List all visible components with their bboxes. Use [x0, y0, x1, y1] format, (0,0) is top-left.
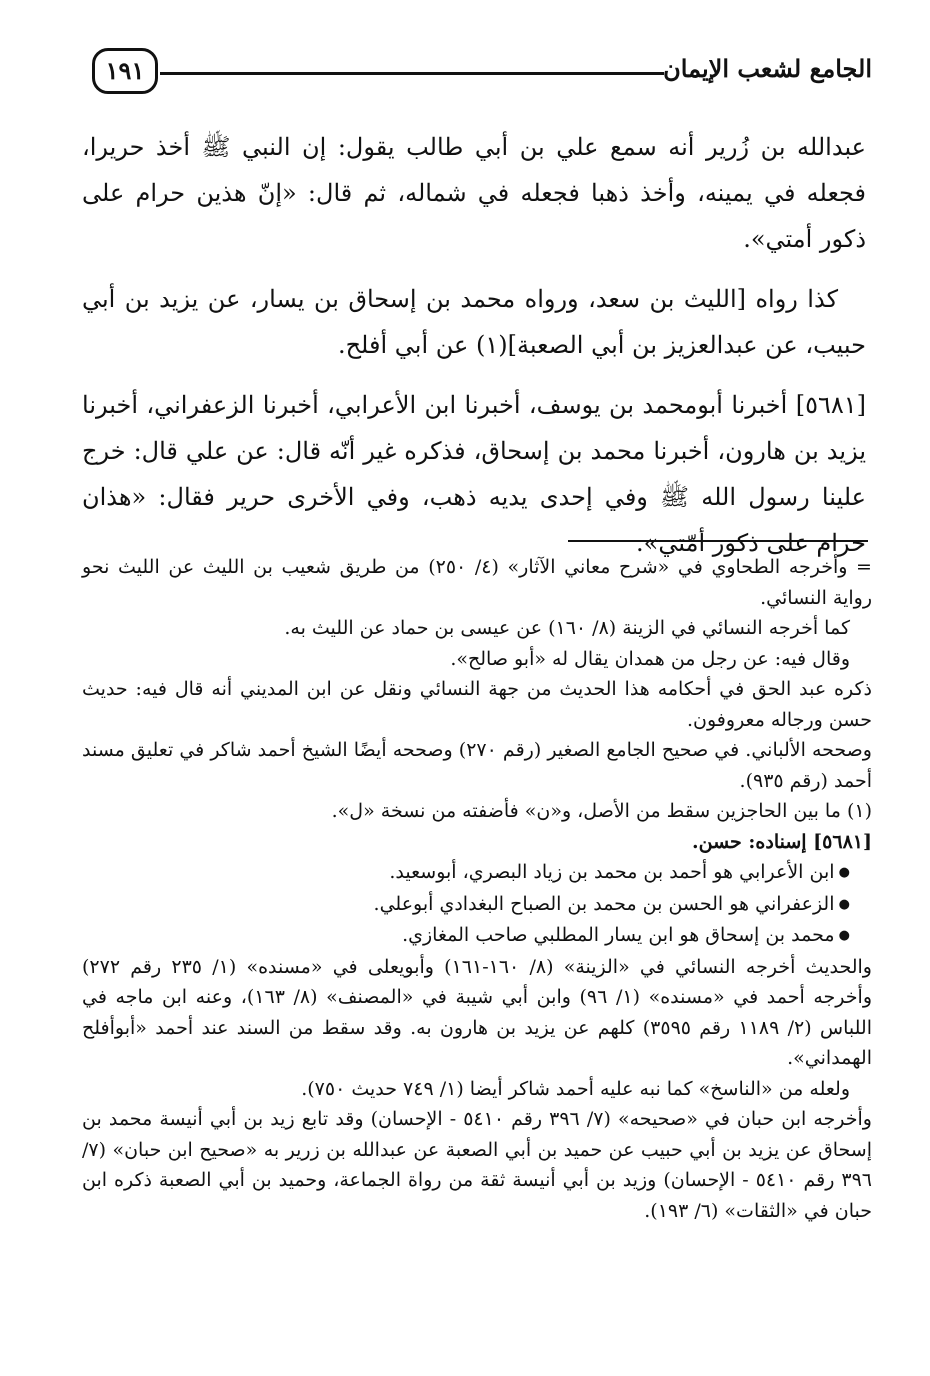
- footnotes: [82, 552, 872, 1226]
- footnote-line: وصححه الألباني. في صحيح الجامع الصغير (رقم ٢٧٠) وصححه أيضًا الشيخ أحمد شاكر في تعليق مسند أحمد (رقم ٩٣٥).: [82, 739, 872, 792]
- header-rule: [160, 72, 664, 75]
- footnote-divider: [568, 540, 868, 542]
- hadith-paragraph-5681: [٥٦٨١] أخبرنا أبومحمد بن يوسف، أخبرنا ابن الأعرابي، أخبرنا الزعفراني، أخبرنا يزيد بن هارون، أخبرنا محمد بن إسحاق، فذكره غير أنّه قال: عن علي قال: خرج علينا رسول الله ﷺ وفي إحدى يديه ذهب، وفي الأخرى حرير فقال: «هذان حرام على ذكور أمّتي».: [82, 391, 866, 557]
- running-header: [92, 44, 872, 98]
- footnote-1: (١) ما بين الحاجزين سقط من الأصل، و«ن» فأضفته من نسخة «ل».: [331, 800, 872, 822]
- book-title: الجامع لشعب الإيمان: [663, 54, 872, 83]
- footnote-line: كما أخرجه النسائي في الزينة (٨/ ١٦٠) عن عيسى بن حماد عن الليث به.: [284, 617, 850, 639]
- footnote-continuation: = وأخرجه الطحاوي في «شرح معاني الآثار» (٤/ ٢٥٠) من طريق شعيب بن الليث عن الليث نحو رواية النسائي.: [82, 556, 872, 609]
- narration-note-paragraph: كذا رواه [الليث بن سعد، ورواه محمد بن إسحاق بن يسار، عن يزيد بن أبي حبيب، عن عبدالعزيز بن أبي الصعبة](١) عن أبي أفلح.: [82, 285, 866, 359]
- footnote-line: وأخرجه ابن حبان في «صحيحه» (٧/ ٣٩٦ رقم ٥٤١٠ - الإحسان) وقد تابع زيد بن أبي أنيسة محمد بن إسحاق عن يزيد بن أبي حبيب عن حميد بن أبي الصعبة عن عبدالله بن زرير به «صحيح ابن حبان» (٧/ ٣٩٦ رقم ٥٤١٠ - الإحسان) وزيد بن أبي أنيسة ثقة من رواة الجماعة، وحميد بن أبي الصعبة ذكره ابن حبان في «الثقات» (٦/ ١٩٣).: [82, 1108, 872, 1222]
- footnote-5681-heading: [٥٦٨١] إسناده: حسن.: [692, 830, 872, 853]
- page-number: ١٩١: [92, 48, 158, 94]
- footnote-bullet: ● الزعفراني هو الحسن بن محمد بن الصباح البغدادي أبوعلي.: [82, 889, 872, 921]
- footnote-bullet: ● محمد بن إسحاق هو ابن يسار المطلبي صاحب المغازي.: [82, 920, 872, 952]
- hadith-paragraph-1: عبدالله بن زُرير أنه سمع علي بن أبي طالب يقول: إن النبي ﷺ أخذ حريرا، فجعله في يمينه، وأخذ ذهبا فجعله في شماله، ثم قال: «إنّ هذين حرام على ذكور أمتي».: [82, 133, 867, 253]
- footnote-line: وقال فيه: عن رجل من همدان يقال له «أبو صالح».: [450, 647, 850, 670]
- footnote-bullet: ● ابن الأعرابي هو أحمد بن محمد بن زياد البصري، أبوسعيد.: [82, 857, 872, 889]
- footnote-line: والحديث أخرجه النسائي في «الزينة» (٨/ ١٦٠-١٦١) وأبويعلى في «مسنده» (١/ ٢٣٥ رقم ٢٧٢) وأخرجه أحمد في «مسنده» (١/ ٩٦) وابن أبي شيبة في «المصنف» (٨/ ١٦٣)، وعنه ابن ماجه في اللباس (٢/ ١١٨٩ رقم ٣٥٩٥) كلهم عن يزيد بن هارون به. وقد سقط من السند عند أحمد «أبوأفلح الهمداني».: [82, 955, 872, 1069]
- footnote-line: ولعله من «الناسخ» كما نبه عليه أحمد شاكر أيضا (١/ ٧٤٩ حديث ٧٥٠).: [301, 1077, 850, 1100]
- main-text: [82, 124, 866, 580]
- footnote-line: ذكره عبد الحق في أحكامه هذا الحديث من جهة النسائي ونقل عن ابن المديني أنه قال فيه: حديث حسن ورجاله معروفون.: [82, 678, 872, 731]
